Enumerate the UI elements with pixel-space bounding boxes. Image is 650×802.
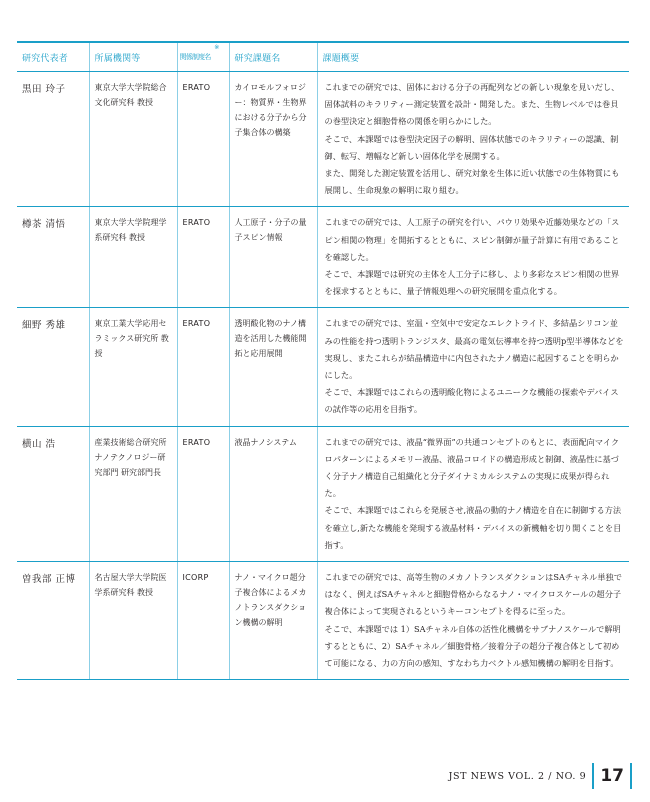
- affiliation-cell: 名古屋大学大学院医学系研究科 教授: [89, 562, 177, 680]
- summary-paragraph: これまでの研究では、室温・空気中で安定なエレクトライド、多結晶シリコン並みの性能を持つ透明トランジスタ、最高の電気伝導率を持つ透明p型半導体などを実現し、またこれらが結晶構造中に内包されたナノ構造に起因することを明らかにした。: [324, 318, 624, 381]
- representative-name: 細野 秀雄: [17, 308, 89, 426]
- summary-cell: [317, 426, 629, 561]
- summary-cell: [317, 308, 629, 426]
- project-table-container: [17, 41, 629, 680]
- table-row: [17, 562, 629, 680]
- table-header-row: [17, 42, 629, 72]
- project-table: [17, 41, 629, 680]
- representative-name: 曽我部 正博: [17, 562, 89, 680]
- table-row: [17, 308, 629, 426]
- summary-paragraph: そこで、本課題ではこれらを発展させ,液晶の動的ナノ構造を自在に制御する方法を確立し,新たな機能を発現する液晶材料・デバイスの新機軸を切り開くことを目指す。: [324, 505, 622, 550]
- table-row: [17, 72, 629, 207]
- header-summary: 課題概要: [317, 42, 629, 72]
- header-program-note-mark: ※: [214, 44, 219, 51]
- project-title-cell: 液晶ナノシステム: [229, 426, 317, 561]
- program-cell: ERATO: [177, 72, 229, 207]
- summary-paragraph: また、開発した測定装置を活用し、研究対象を生体に近い状態での生体物質にも展開し、生命現象の解明に取り組む。: [324, 168, 620, 196]
- summary-paragraph: そこで、本課題ではこれらの透明酸化物によるユニークな機能の探索やデバイスの試作等の応用を目指す。: [324, 387, 619, 415]
- header-representative: 研究代表者: [17, 42, 89, 72]
- representative-name: 黒田 玲子: [17, 72, 89, 207]
- summary-paragraph: そこで、本課題では巻型決定因子の解明、固体状態でのキラリティーの認識、制御、転写、増幅など新しい固体化学を展開する。: [324, 133, 619, 161]
- summary-cell: [317, 207, 629, 308]
- summary-paragraph: これまでの研究では、固体における分子の再配列などの新しい現象を見いだし、固体試料のキラリティー測定装置を設計・開発した。また、生物レベルでは巻貝の巻型決定と細胞骨格の関係を明らかにした。: [324, 82, 620, 127]
- summary-cell: [317, 72, 629, 207]
- page-number: 17: [600, 766, 624, 786]
- project-title-cell: 透明酸化物のナノ構造を活用した機能開拓と応用展開: [229, 308, 317, 426]
- footer-divider: [630, 763, 632, 789]
- header-project-title: 研究課題名: [229, 42, 317, 72]
- page-footer: [449, 758, 632, 794]
- summary-paragraph: これまでの研究では、液晶“微界面”の共通コンセプトのもとに、表面配向マイクロパターンによるメモリー液晶、液晶コロイドの構造形成と制御、液晶性に基づく分子ナノ構造自己組織化と分子ダイナミカルシステムの実現に成果が得られた。: [324, 436, 620, 499]
- representative-name: 横山 浩: [17, 426, 89, 561]
- program-cell: ERATO: [177, 308, 229, 426]
- program-cell: ERATO: [177, 426, 229, 561]
- affiliation-cell: 東京大学大学院総合文化研究科 教授: [89, 72, 177, 207]
- header-program-label: 関係制度名: [179, 53, 211, 61]
- affiliation-cell: 東京大学大学院理学系研究科 教授: [89, 207, 177, 308]
- table-row: [17, 426, 629, 561]
- header-program: [177, 42, 229, 72]
- program-cell: ICORP: [177, 562, 229, 680]
- summary-paragraph: そこで、本課題では 1）SAチャネル自体の活性化機構をサブナノスケールで解明するとともに、2）SAチャネル／細胞骨格／接着分子の超分子複合体として初めて可能になる、力の方向の感知、すなわち力ベクトル感知機構の解明を目指す。: [324, 623, 621, 669]
- affiliation-cell: 産業技術総合研究所ナノテクノロジー研究部門 研究部門長: [89, 426, 177, 561]
- representative-name: 樽茶 清悟: [17, 207, 89, 308]
- summary-cell: [317, 562, 629, 680]
- project-title-cell: 人工原子・分子の量子スピン情報: [229, 207, 317, 308]
- header-affiliation: 所属機関等: [89, 42, 177, 72]
- publication-name: JST NEWS VOL. 2 / NO. 9: [448, 770, 587, 782]
- program-cell: ERATO: [177, 207, 229, 308]
- summary-paragraph: そこで、本課題では研究の主体を人工分子に移し、より多彩なスピン相関の世界を探求するとともに、量子情報処理への研究展開を重点化する。: [324, 269, 620, 297]
- project-title-cell: カイロモルフォロジー：物質界・生物界における分子から分子集合体の構築: [229, 72, 317, 207]
- summary-paragraph: これまでの研究では、高等生物のメカノトランスダクションはSAチャネル単独ではなく、例えばSAチャネルと細胞骨格からなるナノ・マイクロスケールの超分子複合体によって実現されるというキーコンセプトを得るに至った。: [324, 572, 622, 617]
- affiliation-cell: 東京工業大学応用セラミックス研究所 教授: [89, 308, 177, 426]
- footer-divider: [592, 763, 594, 789]
- project-title-cell: ナノ・マイクロ超分子複合体によるメカノトランスダクション機構の解明: [229, 562, 317, 680]
- table-row: [17, 207, 629, 308]
- summary-paragraph: これまでの研究では、人工原子の研究を行い、パウリ効果や近藤効果などの「スピン相関の物理」を開拓するとともに、スピン制御が量子計算に有用であることを確認した。: [324, 217, 620, 262]
